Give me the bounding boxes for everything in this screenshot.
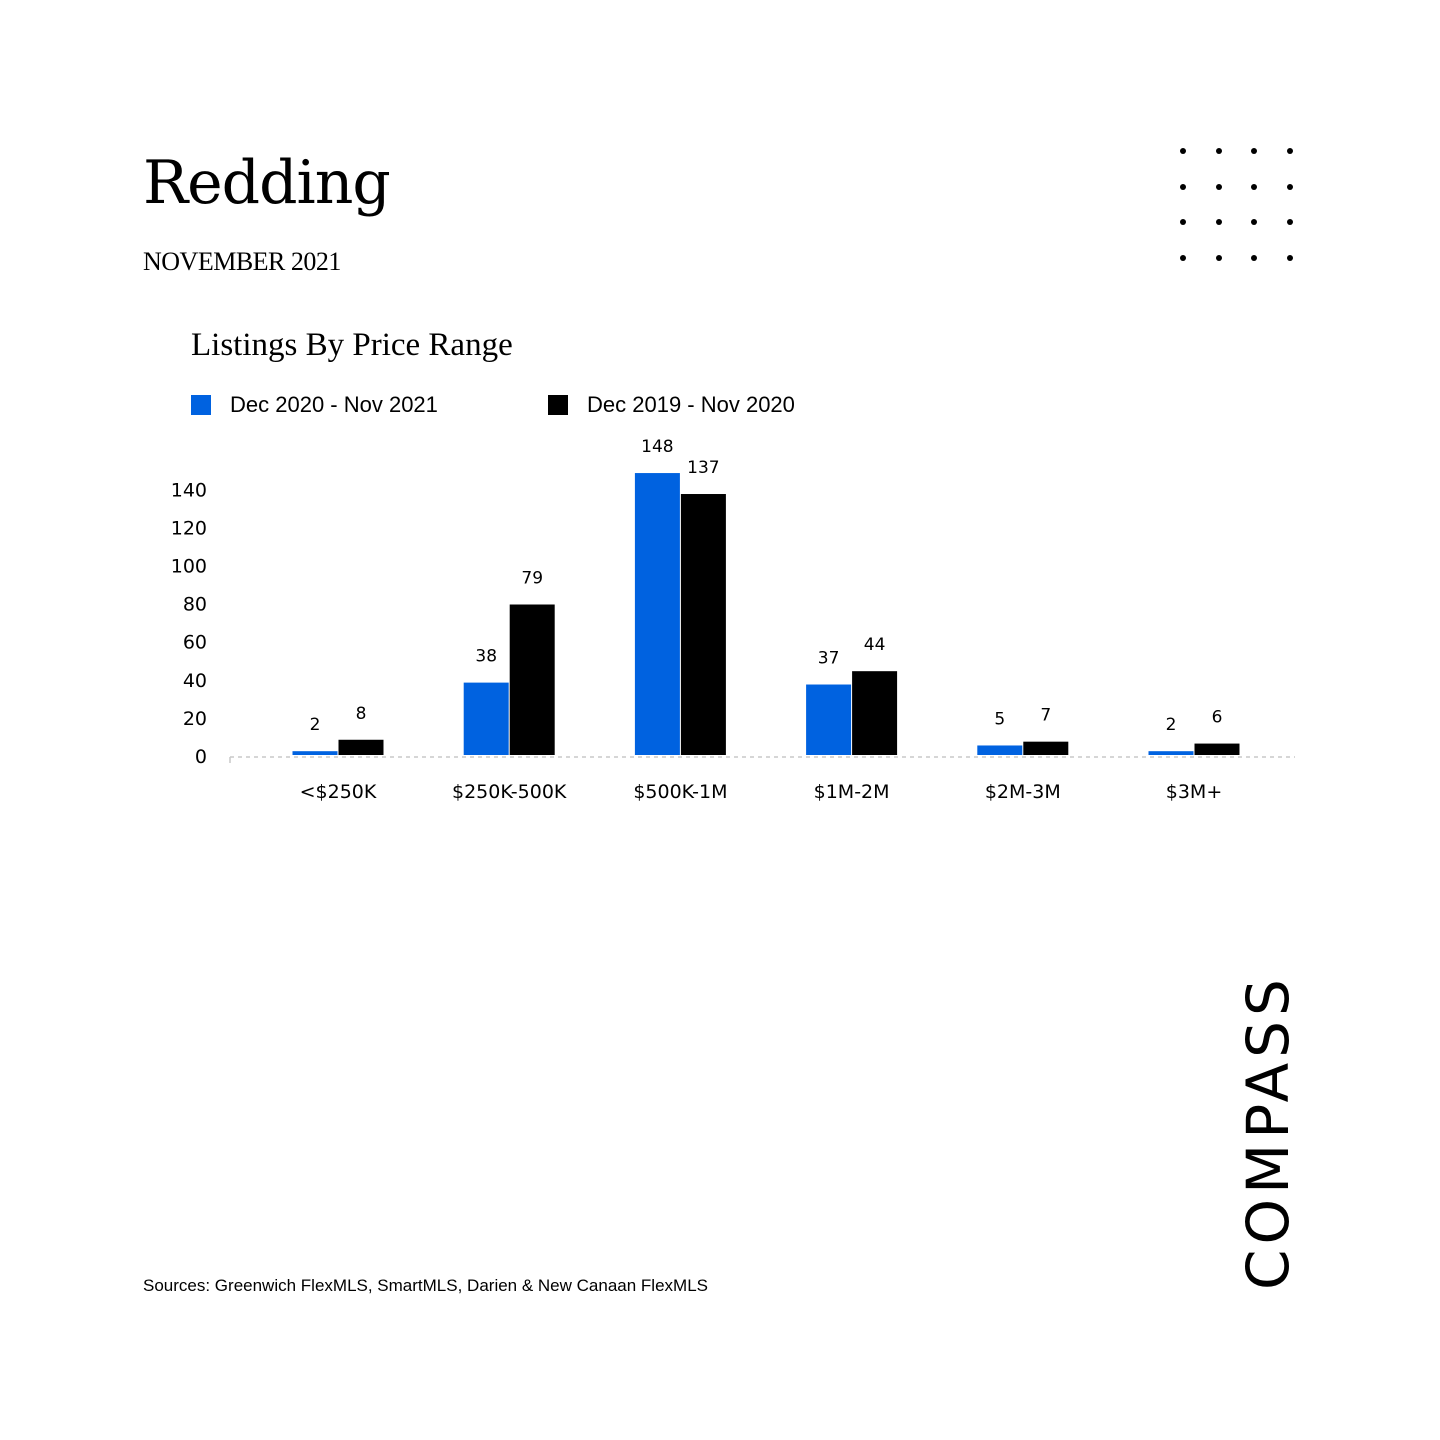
data-label: 2	[309, 715, 321, 736]
y-tick-label: 140	[170, 479, 207, 502]
data-label: 44	[863, 635, 886, 656]
bar-previous	[852, 671, 897, 755]
legend-label-current: Dec 2020 - Nov 2021	[230, 392, 438, 417]
data-label: 148	[641, 437, 674, 458]
compass-logo	[1180, 960, 1340, 1290]
bar-previous	[510, 605, 555, 755]
y-tick-label: 80	[182, 593, 207, 616]
sources-note: Sources: Greenwich FlexMLS, SmartMLS, Darien & New Canaan FlexMLS	[143, 1276, 708, 1295]
data-label: 2	[1165, 715, 1177, 736]
x-tick-label: $500K-1M	[633, 781, 728, 803]
page-title: Redding	[143, 148, 390, 218]
data-label: 8	[355, 703, 367, 724]
page-subtitle: NOVEMBER 2021	[143, 247, 341, 276]
data-label: 7	[1040, 705, 1052, 726]
bar-previous	[1195, 744, 1240, 755]
data-label: 38	[475, 646, 498, 667]
bar-current	[635, 473, 680, 755]
legend-label-previous: Dec 2019 - Nov 2020	[587, 392, 795, 417]
x-tick-label: $1M-2M	[813, 781, 890, 803]
bar-current	[293, 751, 338, 755]
data-label: 6	[1211, 707, 1223, 728]
x-tick-label: $3M+	[1165, 781, 1223, 803]
bar-current	[977, 745, 1022, 755]
chart-title: Listings By Price Range	[191, 327, 513, 363]
bar-current	[464, 683, 509, 755]
data-label: 137	[687, 458, 720, 479]
data-label: 5	[994, 709, 1006, 730]
y-tick-label: 60	[182, 631, 207, 654]
bar-current	[1149, 751, 1194, 755]
y-tick-label: 0	[194, 746, 207, 768]
bar-previous	[1023, 742, 1068, 755]
x-tick-label: <$250K	[299, 781, 377, 803]
x-tick-label: $2M-3M	[984, 781, 1061, 803]
x-tick-label: $250K-500K	[451, 781, 567, 803]
data-label: 79	[521, 568, 544, 589]
y-tick-label: 20	[182, 707, 207, 730]
bar-previous	[681, 494, 726, 755]
compass-logo-text: COMPASS	[1234, 974, 1302, 1290]
y-tick-label: 120	[170, 517, 207, 540]
y-tick-label: 100	[170, 555, 207, 578]
bar-previous	[339, 740, 384, 755]
y-tick-label: 40	[182, 669, 207, 692]
data-label: 37	[817, 648, 840, 669]
bar-current	[806, 685, 851, 755]
